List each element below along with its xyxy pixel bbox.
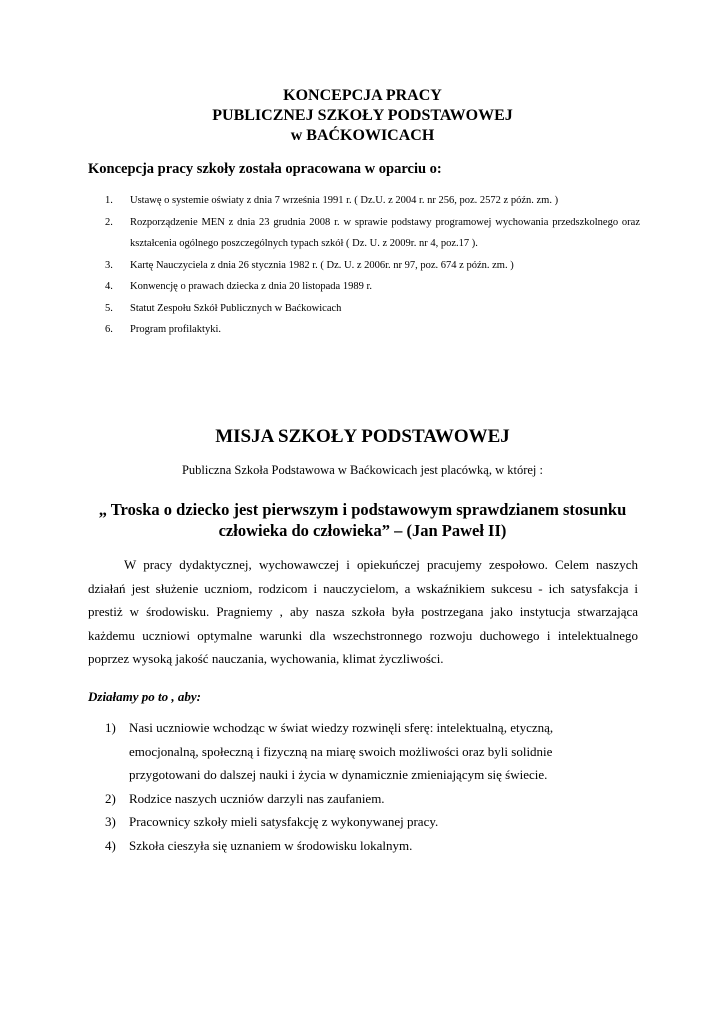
- list-item-number: 4): [105, 837, 116, 853]
- list-item-text: Nasi uczniowie wchodząc w świat wiedzy rozwinęli sferę: intelektualną, etyczną, emocjonalną, społeczną i fizyczną na miarę swoich możliwości oraz byli solidnie przygotowani do dalszej nauki i życia w dynamicznie zmieniającym się świecie.: [129, 720, 554, 782]
- list-item-number: 1): [105, 720, 116, 735]
- list-item-number: 2): [105, 790, 116, 806]
- mission-quote: [80, 499, 645, 541]
- list-item: [105, 255, 640, 277]
- list-item-text: Rodzice naszych uczniów darzyli nas zaufaniem.: [129, 790, 385, 806]
- list-item-text: Konwencję o prawach dziecka z dnia 20 listopada 1989 r.: [130, 281, 372, 292]
- mission-paragraph: W pracy dydaktycznej, wychowawczej i opiekuńczej pracujemy zespołowo. Celem naszych działań jest służenie uczniom, rodzicom i nauczycielom, a wskaźnikiem sukcesu - ich satysfakcja i prestiż w środowisku. Pragniemy , aby nasza szkoła była postrzegana jako instytucja stwarzająca każdemu uczniowi optymalne warunki dla wszechstronnego rozwoju duchowego i intelektualnego poprzez wysoką jakość nauczania, wychowania, klimat życzliwości.: [88, 557, 638, 666]
- list-item-text: Pracownicy szkoły mieli satysfakcję z wykonywanej pracy.: [129, 814, 439, 829]
- title-line-1: KONCEPCJA PRACY: [283, 87, 442, 104]
- list-item-number: 3): [105, 814, 116, 829]
- title-line-2: PUBLICZNEJ SZKOŁY PODSTAWOWEJ: [212, 107, 513, 124]
- list-item-number: 3.: [105, 259, 113, 271]
- title-line-3: w BAĆKOWICACH: [290, 127, 435, 144]
- list-item-number: 1.: [105, 195, 113, 206]
- list-item: [105, 319, 640, 341]
- quote-line-2: człowieka do człowieka” – (Jan Paweł II): [218, 521, 507, 540]
- mission-heading: MISJA SZKOŁY PODSTAWOWEJ: [215, 426, 510, 447]
- list-item: [105, 212, 640, 255]
- list-item: [105, 834, 625, 858]
- activities-list: [105, 716, 625, 857]
- list-item-number: 5.: [105, 302, 113, 314]
- list-item-text: Szkoła cieszyła się uznaniem w środowisku lokalnym.: [129, 837, 413, 853]
- basis-list: [105, 190, 640, 341]
- list-item: [105, 810, 625, 834]
- activities-heading: Działamy po to , aby:: [88, 689, 202, 704]
- list-item: [105, 787, 625, 811]
- list-item: [105, 276, 640, 298]
- list-item-text: Rozporządzenie MEN z dnia 23 grudnia 2008 r. w sprawie podstawy programowej wychowania przedszkolnego oraz kształcenia ogólnego poszczególnych typach szkół ( Dz. U. z 2009r. nr 4, poz.17 ).: [130, 216, 640, 249]
- list-item-number: 4.: [105, 281, 113, 292]
- list-item: [105, 190, 640, 212]
- list-item-number: 2.: [105, 216, 113, 228]
- list-item-text: Statut Zespołu Szkół Publicznych w Baćkowicach: [130, 302, 342, 314]
- list-item-text: Kartę Nauczyciela z dnia 26 stycznia 1982 r. ( Dz. U. z 2006r. nr 97, poz. 674 z późn. zm. ): [130, 259, 514, 271]
- quote-line-1: „ Troska o dziecko jest pierwszym i podstawowym sprawdzianem stosunku: [98, 500, 627, 519]
- list-item: [105, 298, 640, 320]
- list-item-number: 6.: [105, 324, 113, 335]
- basis-heading: Koncepcja pracy szkoły została opracowana w oparciu o:: [88, 161, 442, 177]
- list-item-text: Ustawę o systemie oświaty z dnia 7 września 1991 r. ( Dz.U. z 2004 r. nr 256, poz. 2572 z późn. zm. ): [130, 195, 559, 206]
- mission-intro: Publiczna Szkoła Podstawowa w Baćkowicach jest placówką, w której :: [181, 463, 544, 477]
- list-item: [105, 716, 625, 787]
- list-item-text: Program profilaktyki.: [130, 324, 221, 335]
- document-title: [0, 86, 725, 146]
